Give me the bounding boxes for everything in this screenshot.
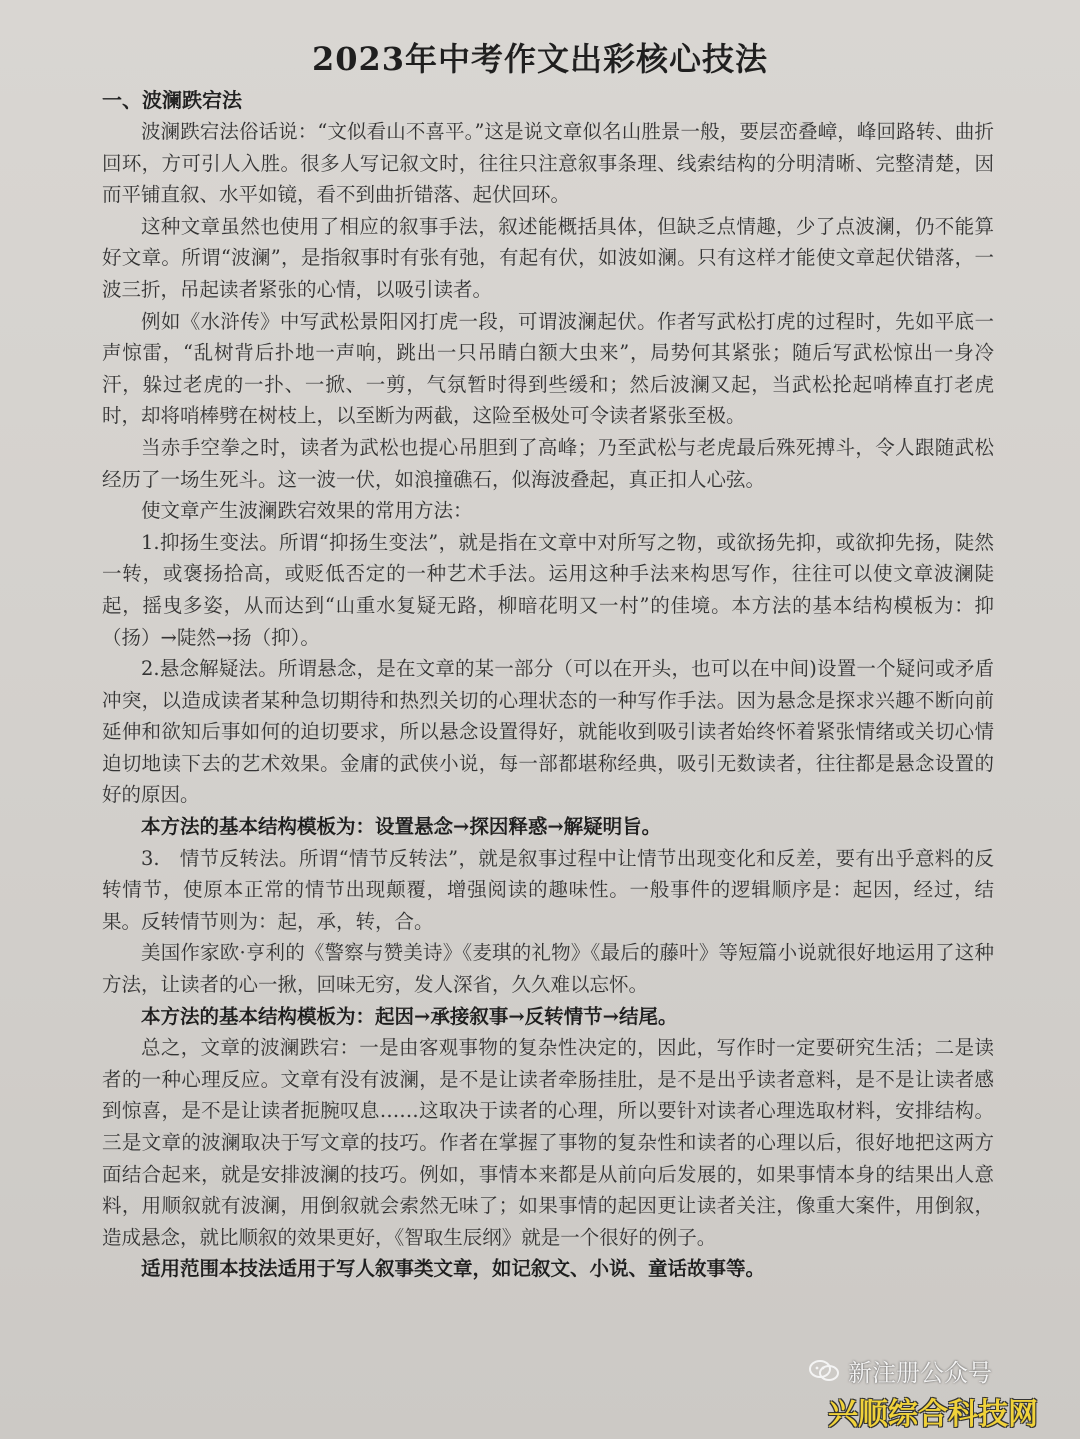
watermark (808, 1353, 1068, 1433)
paragraph: 例如《水浒传》中写武松景阳冈打虎一段，可谓波澜起伏。作者写武松打虎的过程时，先如平底一声惊雷，“乱树背后扑地一声响，跳出一只吊睛白额大虫来”，局势何其紧张；随后写武松惊出一身冷汗，躲过老虎的一扑、一掀、一剪，气氛暂时得到些缓和；然后波澜又起，当武松抡起哨棒直打老虎时，却将哨棒劈在树枝上，以至断为两截，这险至极处可令读者紧张至极。 (102, 309, 994, 428)
paragraph: 本方法的基本结构模板为：起因→承接叙事→反转情节→结尾。 (141, 1004, 678, 1028)
paragraph: 使文章产生波澜跌宕效果的常用方法： (141, 499, 473, 523)
watermark-row (808, 1353, 992, 1388)
paragraph: 这种文章虽然也使用了相应的叙事手法，叙述能概括具体，但缺乏点情趣，少了点波澜，仍不能算好文章。所谓“波澜”，是指叙事时有张有弛，有起有伏，如波如澜。只有这样才能使文章起伏错落，一波三折，吊起读者紧张的心情，以吸引读者。 (102, 214, 994, 301)
paragraph: 适用范围本技法适用于写人叙事类文章，如记叙文、小说、童话故事等。 (141, 1257, 766, 1281)
page-title: 2023年中考作文出彩核心技法 (311, 40, 769, 78)
paragraph: 3. 情节反转法。所谓“情节反转法”，就是叙事过程中让情节出现变化和反差，要有出乎意料的反转情节，使原本正常的情节出现颠覆，增强阅读的趣味性。一般事件的逻辑顺序是：起因，经过，结果。反转情节则为：起，承，转，合。 (102, 846, 994, 933)
wechat-icon (808, 1359, 840, 1383)
paragraph: 当赤手空拳之时，读者为武松也提心吊胆到了高峰；乃至武松与老虎最后殊死搏斗，令人跟随武松经历了一场生死斗。这一波一伏，如浪撞礁石，似海波叠起，真正扣人心弦。 (102, 435, 994, 491)
paragraph: 本方法的基本结构模板为：设置悬念→探因释惑→解疑明旨。 (141, 815, 662, 839)
paragraph: 波澜跌宕法俗话说：“文似看山不喜平。”这是说文章似名山胜景一般，要层峦叠嶂，峰回路转、曲折回环，方可引人入胜。很多人写记叙文时，往往只注意叙事条理、线索结构的分明清晰、完整清楚，因而平铺直叙、水平如镜，看不到曲折错落、起伏回环。 (102, 120, 994, 207)
paragraph: 1.抑扬生变法。所谓“抑扬生变法”，就是指在文章中对所写之物，或欲扬先抑，或欲抑先扬，陡然一转，或褒扬拾高，或贬低否定的一种艺术手法。运用这种手法来构思写作，往往可以使文章波澜陡起，摇曳多姿，从而达到“山重水复疑无路，柳暗花明又一村”的佳境。本方法的基本结构模板为：抑（扬）→陡然→扬（抑）。 (102, 530, 994, 649)
article-body (102, 116, 994, 1285)
paragraph: 美国作家欧·亨利的《警察与赞美诗》《麦琪的礼物》《最后的藤叶》等短篇小说就很好地运用了这种方法，让读者的心一揪，回味无穷，发人深省，久久难以忘怀。 (102, 941, 994, 997)
watermark-line2: 兴顺综合科技网 (828, 1397, 1038, 1432)
paragraph: 2.悬念解疑法。所谓悬念，是在文章的某一部分（可以在开头，也可以在中间)设置一个疑问或矛盾冲突，以造成读者某种急切期待和热烈关切的心理状态的一种写作手法。因为悬念是探求兴趣不断向前延伸和欲知后事如何的迫切要求，所以悬念设置得好，就能收到吸引读者始终怀着紧张情绪或关切心情迫切地读下去的艺术效果。金庸的武侠小说，每一部都堪称经典，吸引无数读者，往往都是悬念设置的好的原因。 (102, 657, 994, 807)
section-heading: 一、波澜跌宕法 (102, 88, 242, 112)
watermark-line1: 新注册公众号 (848, 1359, 992, 1387)
paragraph: 总之，文章的波澜跌宕：一是由客观事物的复杂性决定的，因此，写作时一定要研究生活；二是读者的一种心理反应。文章有没有波澜，是不是让读者牵肠挂肚，是不是出乎读者意料，是不是让读者感到惊喜，是不是让读者扼腕叹息……这取决于读者的心理，所以要针对读者心理选取材料，安排结构。三是文章的波澜取决于写文章的技巧。作者在掌握了事物的复杂性和读者的心理以后，很好地把这两方面结合起来，就是安排波澜的技巧。例如，事情本来都是从前向后发展的，如果事情本身的结果出人意料，用顺叙就有波澜，用倒叙就会索然无味了；如果事情的起因更让读者关注，像重大案件，用倒叙，造成悬念，就比顺叙的效果更好，《智取生辰纲》就是一个很好的例子。 (102, 1036, 994, 1249)
